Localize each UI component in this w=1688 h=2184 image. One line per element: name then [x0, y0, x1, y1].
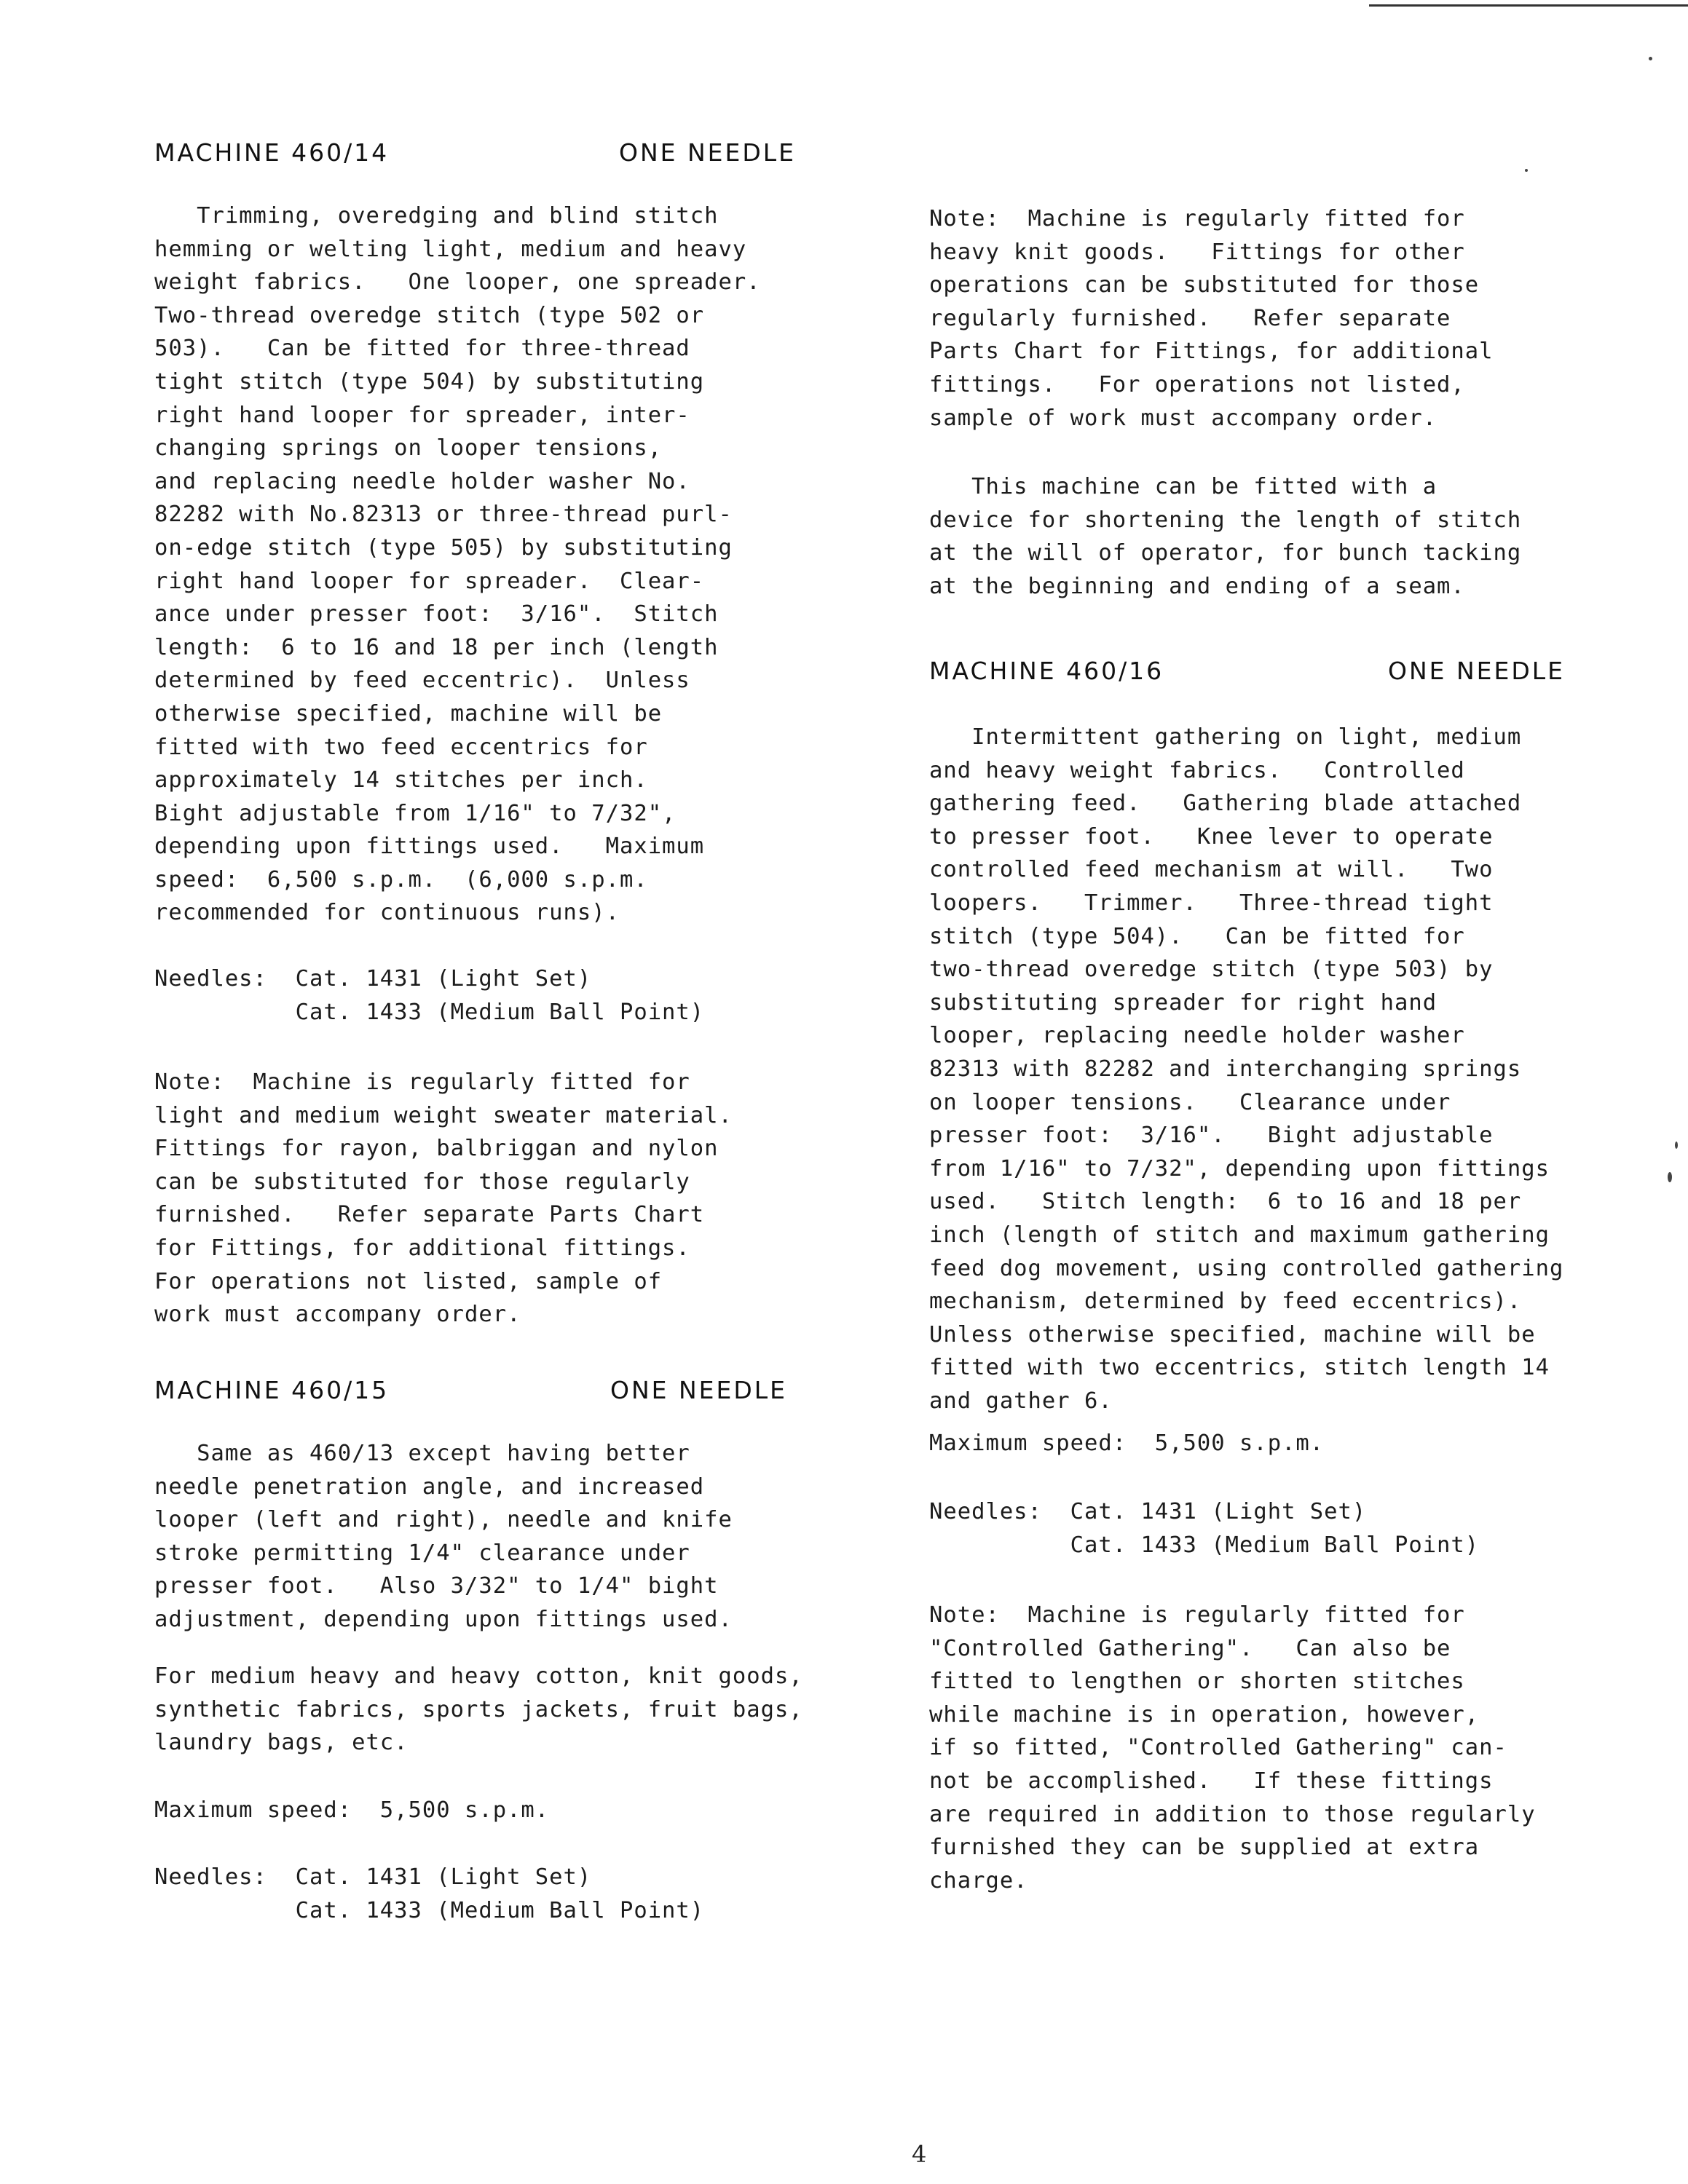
section-heading	[929, 657, 1657, 689]
device-description: This machine can be fitted with a device for shortening the length of stitch at the will of operator, for bunch tacking at the beginning and ending of a seam.	[929, 474, 1522, 599]
machine-title: MACHINE 460/15	[154, 1376, 390, 1404]
section-460-15	[154, 1376, 883, 1408]
scan-speck	[1675, 1142, 1678, 1149]
machine-description: Trimming, overedging and blind stitch hemming or welting light, medium and heavy weight fabrics. One looper, one spreader. Two-thread overedge stitch (type 502 or 503). Can be fitted for three-thread tight stitch (type 504) by substituting right hand looper for spreader, inter- changing springs on looper tensions, and replacing needle holder washer No. 82282 with No.82313 or three-thread purl- on-edge stitch (type 505) by substituting right hand looper for spreader. Clear- ance under presser foot: 3/16". Stitch length: 6 to 16 and 18 per inch (length determined by feed eccentric). Unless otherwise specified, machine will be fitted with two feed eccentrics for approximately 14 stitches per inch. Bight adjustable from 1/16" to 7/32", depending upon fittings used. Maximum speed: 6,500 s.p.m. (6,000 s.p.m. recommended for continuous runs).	[154, 203, 761, 926]
machine-note: Note: Machine is regularly fitted for heavy knit goods. Fittings for other operations can be substituted for those regularly furnished. Refer separate Parts Chart for Fittings, for additional fittings. For operations not listed, sample of work must accompany order.	[929, 206, 1494, 431]
machine-title: MACHINE 460/16	[929, 657, 1164, 685]
scan-speck	[1649, 57, 1652, 60]
section-460-14	[154, 138, 883, 170]
top-edge-rule	[1369, 4, 1688, 7]
machine-note: Note: Machine is regularly fitted for "Controlled Gathering". Can also be fitted to lengthen or shorten stitches while machine is in operation, however, if so fitted, "Controlled Gathering" can- not be accomplished. If these fittings are required in addition to those regularly furnished they can be supplied at extra charge.	[929, 1602, 1536, 1894]
max-speed: Maximum speed: 5,500 s.p.m.	[154, 1797, 550, 1823]
max-speed: Maximum speed: 5,500 s.p.m.	[929, 1431, 1325, 1456]
needle-count: ONE NEEDLE	[1388, 657, 1566, 685]
machine-description: Intermittent gathering on light, medium and heavy weight fabrics. Controlled gathering feed. Gathering blade attached to presser foot. Knee lever to operate controlled feed mechanism at will. Two loopers. Trimmer. Three-thread tight stitch (type 504). Can be fitted for two-thread overedge stitch (type 503) by substituting spreader for right hand looper, replacing needle holder washer 82313 with 82282 and interchanging springs on looper tensions. Clearance under presser foot: 3/16". Bight adjustable from 1/16" to 7/32", depending upon fittings used. Stitch length: 6 to 16 and 18 per inch (length of stitch and maximum gathering feed dog movement, using controlled gathering mechanism, determined by feed eccentrics). Unless otherwise specified, machine will be fitted with two eccentrics, stitch length 14 and gather 6.	[929, 724, 1564, 1414]
machine-uses: For medium heavy and heavy cotton, knit goods, synthetic fabrics, sports jackets, fruit bags, laundry bags, etc.	[154, 1663, 803, 1756]
machine-note: Note: Machine is regularly fitted for light and medium weight sweater material. Fittings for rayon, balbriggan and nylon can be substituted for those regularly furnished. Refer separate Parts Chart for Fittings, for additional fittings. For operations not listed, sample of work must accompany order.	[154, 1069, 733, 1328]
scan-speck	[1668, 1172, 1672, 1182]
needle-count: ONE NEEDLE	[610, 1376, 788, 1404]
section-heading	[154, 1376, 883, 1408]
section-460-16	[929, 657, 1657, 689]
needles-spec: Needles: Cat. 1431 (Light Set) Cat. 1433 (Medium Ball Point)	[929, 1499, 1480, 1558]
machine-title: MACHINE 460/14	[154, 138, 390, 167]
needle-count: ONE NEEDLE	[619, 138, 797, 167]
scan-speck	[1525, 169, 1528, 172]
needles-spec: Needles: Cat. 1431 (Light Set) Cat. 1433 (Medium Ball Point)	[154, 1864, 705, 1923]
needles-spec: Needles: Cat. 1431 (Light Set) Cat. 1433 (Medium Ball Point)	[154, 966, 705, 1025]
page-number: 4	[912, 2140, 927, 2168]
machine-description: Same as 460/13 except having better needle penetration angle, and increased looper (left and right), needle and knife stroke permitting 1/4" clearance under presser foot. Also 3/32" to 1/4" bight adjustment, depending upon fittings used.	[154, 1441, 733, 1632]
section-heading	[154, 138, 883, 170]
